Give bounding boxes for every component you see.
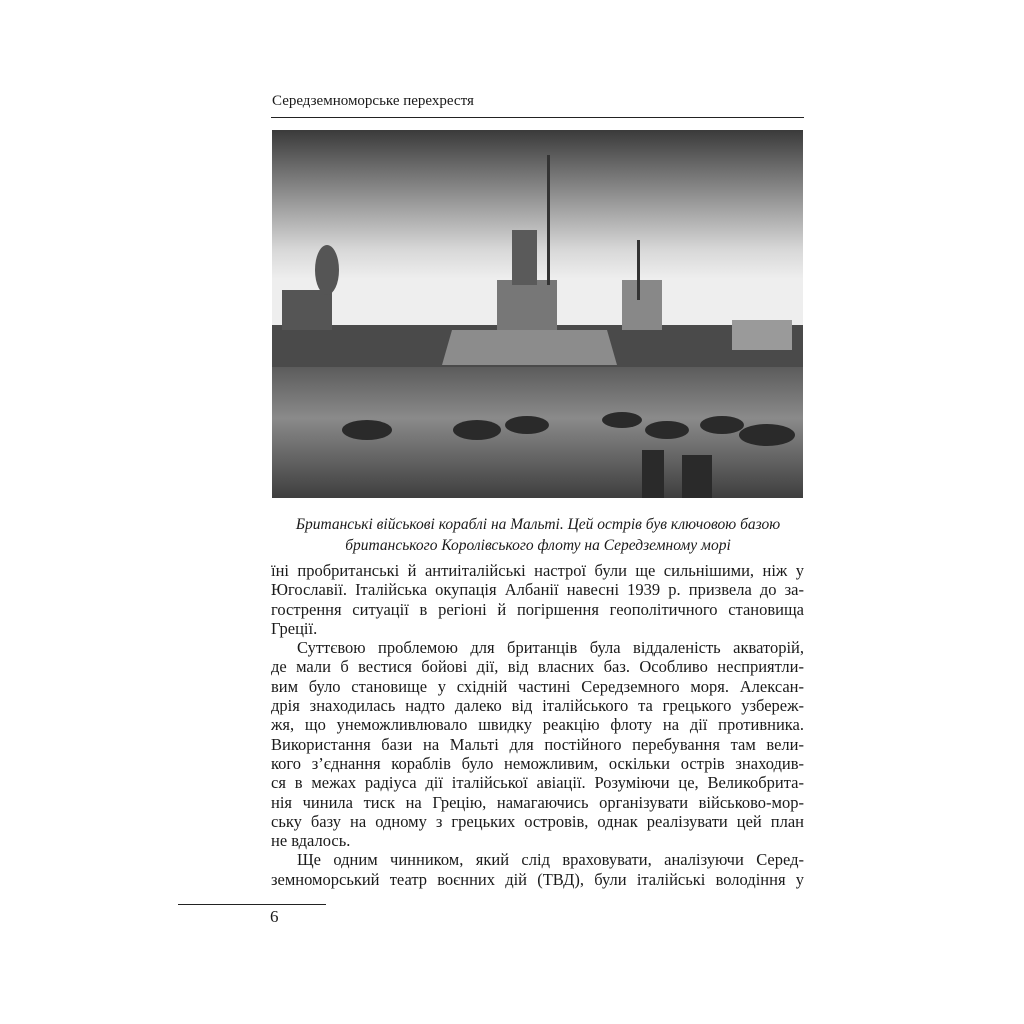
running-title: Середземноморське перехрестя [272,93,474,109]
text-line: Югославії. Італійська окупація Албанії навесні 1939 р. призвела до за- [271,580,804,600]
text-line: гострення ситуації в регіоні й погіршення геополітичного становища [271,599,804,619]
page-number: 6 [270,907,279,926]
text-line: вим було становище у східній частині Середземного моря. Алексан- [271,676,804,696]
text-line: Греції. [271,618,318,638]
caption-line: Британські військові кораблі на Мальті. Цей острів був ключовою базою [295,516,781,533]
text-line: дрія знаходилась надто далеко від італійського та грецького узбереж- [271,696,804,716]
photo-warships-malta [272,130,803,498]
text-line: їні пробританські й антиіталійські настрої були ще сильнішими, ніж у [271,561,804,580]
text-line: ську базу на одному з грецьких островів, однак реалізувати цей план [271,811,804,831]
caption-line: британського Королівського флоту на Середземному морі [345,537,731,554]
header-rule [271,117,804,118]
footnote-rule [178,904,326,905]
text-line: кого з’єднання кораблів було неможливим, оскільки острів знаходив- [271,753,804,773]
figure-caption [262,514,814,556]
text-line: Суттєвою проблемою для британців була віддаленість акваторій, [297,638,804,658]
text-line: земноморський театр воєнних дій (ТВД), були італійські володіння у [271,869,804,889]
text-line: Ще одним чинником, який слід враховувати, аналізуючи Серед- [297,850,804,870]
text-line: де мали б вестися бойові дії, від власних баз. Особливо несприятли- [271,657,804,677]
text-line: не вдалось. [271,831,351,851]
body-text [271,561,804,889]
text-line: нія чинила тиск на Грецію, намагаючись організувати військово-мор- [271,792,804,812]
text-line: Використання бази на Мальті для постійного перебування там вели- [271,734,804,754]
text-line: ся в межах радіуса дії італійської авіації. Розуміючи це, Великобрита- [271,773,804,793]
text-line: жя, що унеможливлювало швидку реакцію флоту на дії противника. [271,715,804,735]
